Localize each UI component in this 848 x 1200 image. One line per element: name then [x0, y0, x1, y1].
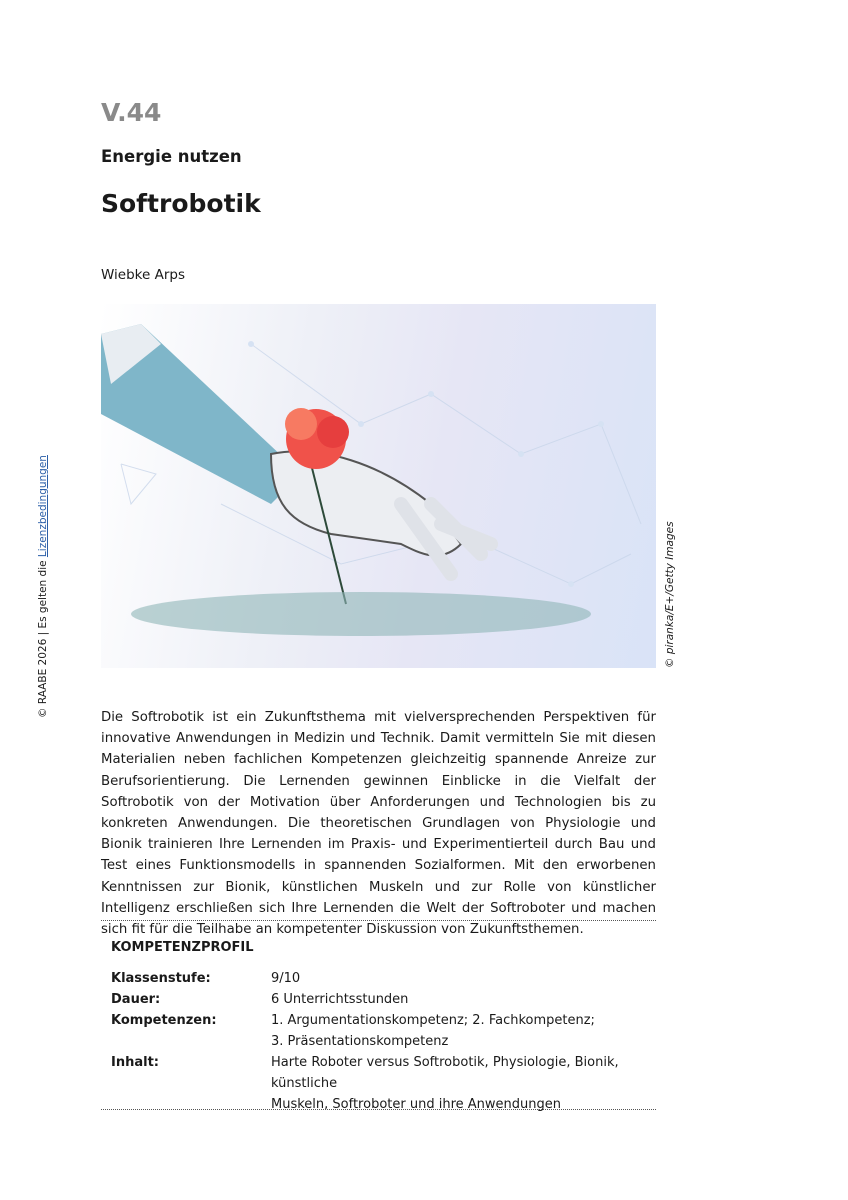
row-label: Klassenstufe: [111, 971, 211, 986]
divider-bottom [101, 1109, 656, 1110]
row-label: Kompetenzen: [111, 1013, 217, 1028]
competence-profile [111, 940, 651, 1115]
profile-row [111, 989, 651, 1010]
profile-row [111, 1052, 651, 1115]
row-value: 3. Präsentationskompetenz [271, 1034, 449, 1049]
image-credit: © piranka/E+/Getty Images [664, 521, 676, 668]
profile-row [111, 1010, 651, 1052]
row-label: Dauer: [111, 992, 161, 1007]
row-value: Harte Roboter versus Softrobotik, Physiologie, Bionik, künstliche [271, 1055, 619, 1091]
unit-code: V.44 [101, 98, 162, 127]
row-value: 6 Unterrichtsstunden [271, 992, 409, 1007]
profile-heading: KOMPETENZPROFIL [111, 940, 254, 955]
profile-row [111, 968, 651, 989]
copyright-notice [37, 455, 49, 718]
author: Wiebke Arps [101, 267, 185, 283]
page-title: Softrobotik [101, 189, 261, 218]
row-value: 1. Argumentationskompetenz; 2. Fachkompetenz; [271, 1013, 595, 1028]
row-label: Inhalt: [111, 1055, 159, 1070]
divider-top [101, 920, 656, 921]
license-link[interactable]: Lizenzbedingungen [37, 455, 49, 558]
row-value: Muskeln, Softroboter und ihre Anwendungen [271, 1097, 561, 1112]
intro-paragraph: Die Softrobotik ist ein Zukunftsthema mit vielversprechenden Perspektiven für innovative Anwendungen in Medizin und Technik. Damit vermitteln Sie mit diesen Materialien neben fachlichen Kompetenzen gleichzeitig spannende Anreize zur Berufsorientierung. Die Lernenden gewinnen Einblicke in die Vielfalt der Softrobotik von der Motivation über Anforderungen und Technologien bis zu konkreten Anwendungen. Die theoretischen Grundlagen von Physiologie und Bionik trainieren Ihre Lernenden im Praxis- und Experimentierteil durch Bau und Test eines Funktionsmodells in spannenden Sozialformen. Mit den erworbenen Kenntnissen zur Bionik, künstlichen Muskeln und zur Rolle von künstlicher Intelligenz erschließen sich Ihre Lernenden die Welt der Softroboter und machen sich fit für die Teilhabe an kompetenter Diskussion von Zukunftsthemen. [101, 710, 656, 938]
copyright-text: © RAABE 2026 | Es gelten die [37, 557, 49, 718]
row-value: 9/10 [271, 971, 301, 986]
robot-hand-flower-photo [101, 304, 656, 668]
section-subtitle: Energie nutzen [101, 147, 242, 166]
